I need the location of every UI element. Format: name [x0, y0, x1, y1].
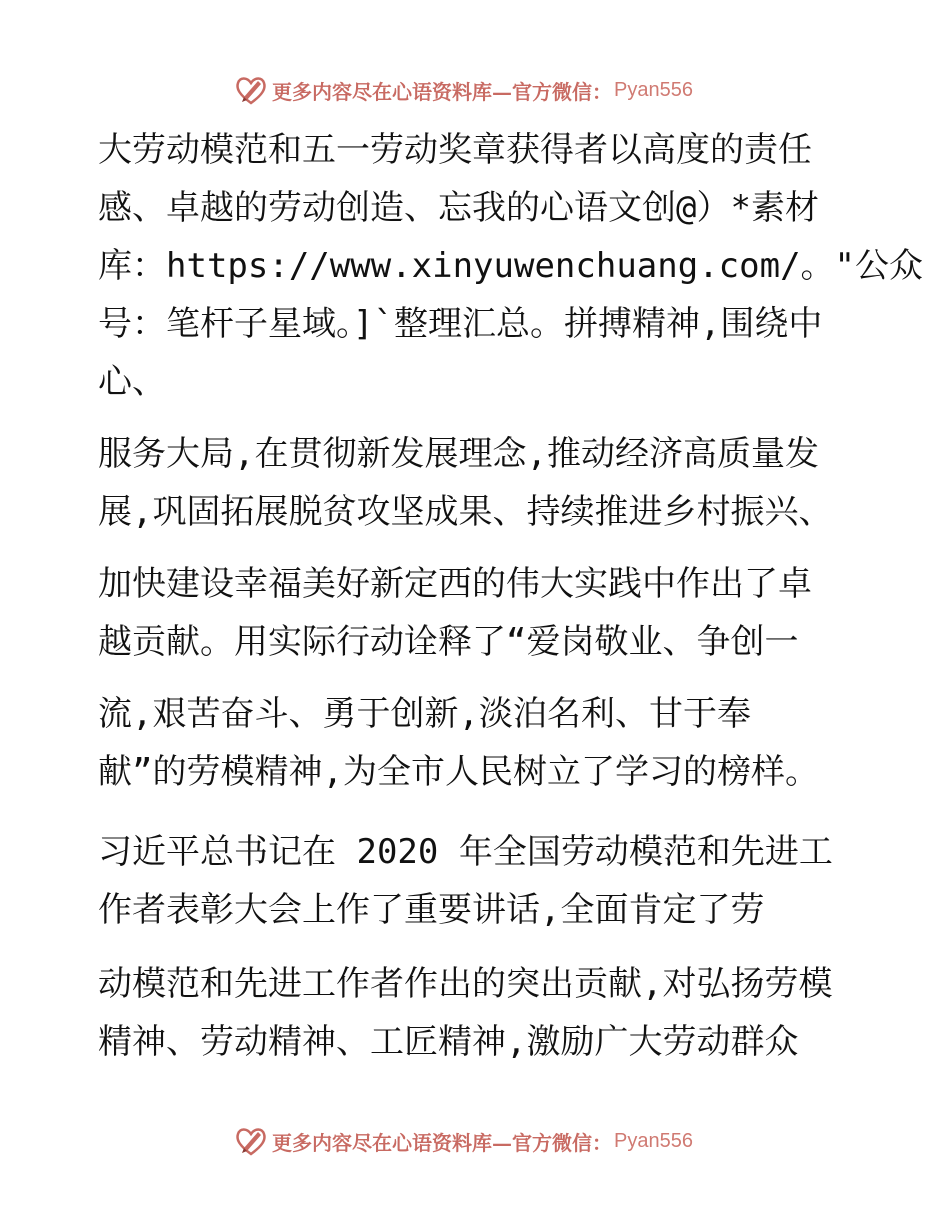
body-line: 号：笔杆子星域。]`整理汇总。拼搏精神,围绕中 — [98, 304, 823, 344]
body-line: 献”的劳模精神,为全市人民树立了学习的榜样。 — [98, 752, 819, 792]
body-line: 感、卓越的劳动创造、忘我的心语文创@）*素材 — [98, 188, 819, 228]
body-line: 流,艰苦奋斗、勇于创新,淡泊名利、甘于奉 — [98, 694, 751, 734]
body-line: 作者表彰大会上作了重要讲话,全面肯定了劳 — [98, 890, 765, 930]
header-text: 更多内容尽在心语资料库—官方微信： — [272, 79, 612, 104]
header-wechat-id: Pyan556 — [614, 78, 693, 101]
body-line: 大劳动模范和五一劳动奖章获得者以高度的责任 — [98, 130, 812, 170]
heart-pen-logo-icon — [234, 73, 268, 107]
body-line: 心、 — [98, 362, 166, 402]
footer-text: 更多内容尽在心语资料库—官方微信： — [272, 1130, 612, 1155]
body-line: 越贡献。用实际行动诠释了“爱岗敬业、争创一 — [98, 622, 799, 662]
footer-wechat-id: Pyan556 — [614, 1129, 693, 1152]
body-line: 习近平总书记在 2020 年全国劳动模范和先进工 — [98, 832, 833, 872]
heart-pen-logo-icon — [234, 1124, 268, 1158]
body-line: 精神、劳动精神、工匠精神,激励广大劳动群众 — [98, 1022, 799, 1062]
body-line: 库：https://www.xinyuwenchuang.com/。"公众 — [98, 246, 924, 286]
body-line: 服务大局,在贯彻新发展理念,推动经济高质量发 — [98, 434, 819, 474]
header-banner — [234, 73, 693, 107]
body-line: 加快建设幸福美好新定西的伟大实践中作出了卓 — [98, 564, 812, 604]
body-line: 动模范和先进工作者作出的突出贡献,对弘扬劳模 — [98, 964, 833, 1004]
footer-banner — [234, 1124, 693, 1158]
body-line: 展,巩固拓展脱贫攻坚成果、持续推进乡村振兴、 — [98, 492, 833, 532]
